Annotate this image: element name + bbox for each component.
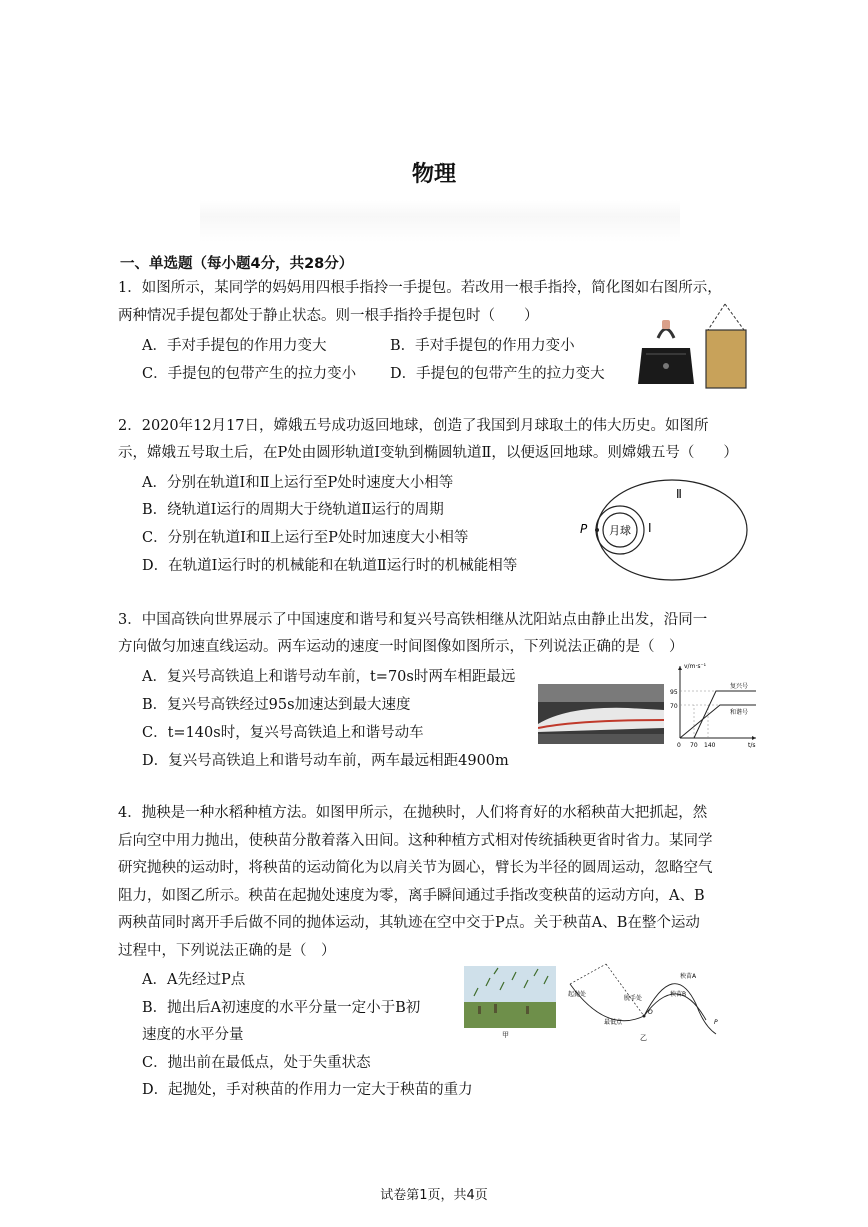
q3-option-b: B．复兴号高铁经过95s加速达到最大速度 xyxy=(142,697,411,713)
q4-option-a: A．A先经过P点 xyxy=(142,972,246,988)
moon-label: 月球 xyxy=(609,524,631,537)
q4-line-6: 过程中，下列说法正确的是（ ） xyxy=(118,943,336,959)
q1-option-c: C．手提包的包带产生的拉力变小 xyxy=(142,366,357,382)
label-start: 起抛处 xyxy=(568,991,587,998)
q2-option-a: A．分别在轨道Ⅰ和Ⅱ上运行至P处时速度大小相等 xyxy=(142,475,454,491)
q2-line-1: 2．2020年12月17日，嫦娥五号成功返回地球，创造了我国到月球取土的伟大历史。如图所 xyxy=(118,418,709,434)
page-footer: 试卷第1页，共4页 xyxy=(380,1188,488,1203)
section-heading: 一、单选题（每小题4分，共28分） xyxy=(120,256,354,272)
q4-option-c: C．抛出前在最低点，处于失重状态 xyxy=(142,1055,371,1071)
series-label-hexie: 和谐号 xyxy=(730,709,749,716)
q2-option-d: D．在轨道Ⅰ运行时的机械能和在轨道Ⅱ运行时的机械能相等 xyxy=(142,558,518,574)
q1-option-b: B．手对手提包的作用力变小 xyxy=(390,338,575,354)
rice-throwing-photo xyxy=(464,966,556,1028)
q1-line-2: 两种情况手提包都处于静止状态。则一根手指拎手提包时（ ） xyxy=(118,308,539,324)
throw-trajectory-diagram xyxy=(566,960,726,1042)
handbag-photo xyxy=(636,318,696,390)
train-photo xyxy=(538,684,664,744)
y-tick-95: 95 xyxy=(670,689,678,696)
q4-line-3: 研究抛秧的运动时，将秧苗的运动简化为以肩关节为圆心，臂长为半径的圆周运动，忽略空气 xyxy=(118,860,713,876)
x-tick-70: 70 xyxy=(690,742,698,749)
q1-option-a: A．手对手提包的作用力变大 xyxy=(142,338,327,354)
y-axis-label: v/m·s⁻¹ xyxy=(684,663,707,670)
q3-option-c: C．t=140s时，复兴号高铁追上和谐号动车 xyxy=(142,725,424,741)
q3-line-2: 方向做匀加速直线运动。两车运动的速度一时间图像如图所示，下列说法正确的是（ ） xyxy=(118,639,684,655)
q4-option-b-line-1: B．抛出后A初速度的水平分量一定小于B初 xyxy=(142,1000,421,1016)
faint-subtitle-band xyxy=(200,200,680,242)
x-axis-label: t/s xyxy=(748,742,756,749)
q2-option-b: B．绕轨道Ⅰ运行的周期大于绕轨道Ⅱ运行的周期 xyxy=(142,502,444,518)
series-label-fuxing: 复兴号 xyxy=(730,683,749,690)
q1-line-1: 1．如图所示，某同学的妈妈用四根手指拎一手提包。若改用一根手指拎，简化图如右图所示， xyxy=(118,280,722,296)
caption-jia: 甲 xyxy=(502,1031,509,1039)
q1-option-d: D．手提包的包带产生的拉力变大 xyxy=(390,366,605,382)
q4-line-4: 阻力，如图乙所示。秧苗在起抛处速度为零，离手瞬间通过手指改变秧苗的运动方向，A、B xyxy=(118,888,705,904)
orbit-1-label: Ⅰ xyxy=(648,521,652,535)
orbit-2-label: Ⅱ xyxy=(676,487,682,501)
label-seedling-a: 秧苗A xyxy=(680,973,697,980)
q4-option-b-line-2: 速度的水平分量 xyxy=(142,1027,244,1043)
q4-line-2: 后向空中用力抛出，使秧苗分散着落入田间。这种种植方式相对传统插秧更省时省力。某同学 xyxy=(118,833,713,849)
q4-line-1: 4．抛秧是一种水稻种植方法。如图甲所示，在抛秧时，人们将育好的水稻秧苗大把抓起，然 xyxy=(118,805,708,821)
q3-option-d: D．复兴号高铁追上和谐号动车前，两车最远相距4900m xyxy=(142,753,509,769)
q2-option-c: C．分别在轨道Ⅰ和Ⅱ上运行至P处时加速度大小相等 xyxy=(142,530,469,546)
p-label: P xyxy=(580,522,588,536)
label-seedling-b: 秧苗B xyxy=(670,991,687,998)
circular-arc xyxy=(570,984,644,1021)
q3-line-1: 3．中国高铁向世界展示了中国速度和谐号和复兴号高铁相继从沈阳站点由静止出发，沿同一 xyxy=(118,612,708,628)
bag-diagram xyxy=(702,300,750,392)
label-release: 脱手处 xyxy=(624,995,643,1002)
q4-line-5: 两秧苗同时离开手后做不同的抛体运动，其轨迹在空中交于P点。关于秧苗A、B在整个运动 xyxy=(118,915,700,931)
q2-line-2: 示，嫦娥五号取土后，在P处由圆形轨道Ⅰ变轨到椭圆轨道Ⅱ，以便返回地球。则嫦娥五号（ ） xyxy=(118,445,738,461)
x-tick-0: 0 xyxy=(677,742,681,749)
label-lowest: 最低点 xyxy=(604,1019,623,1026)
x-tick-140: 140 xyxy=(704,742,716,749)
page-title: 物理 xyxy=(411,162,456,187)
point-p-dot xyxy=(595,528,599,532)
label-p: P xyxy=(714,1019,718,1026)
label-o: O xyxy=(648,1009,653,1016)
q4-option-d: D．起抛处，手对秧苗的作用力一定大于秧苗的重力 xyxy=(142,1082,473,1098)
y-tick-70: 70 xyxy=(670,703,678,710)
vt-chart xyxy=(668,660,760,752)
caption-yi: 乙 xyxy=(640,1034,647,1042)
orbit-diagram xyxy=(572,476,752,584)
q3-option-a: A．复兴号高铁追上和谐号动车前，t=70s时两车相距最远 xyxy=(142,669,516,685)
